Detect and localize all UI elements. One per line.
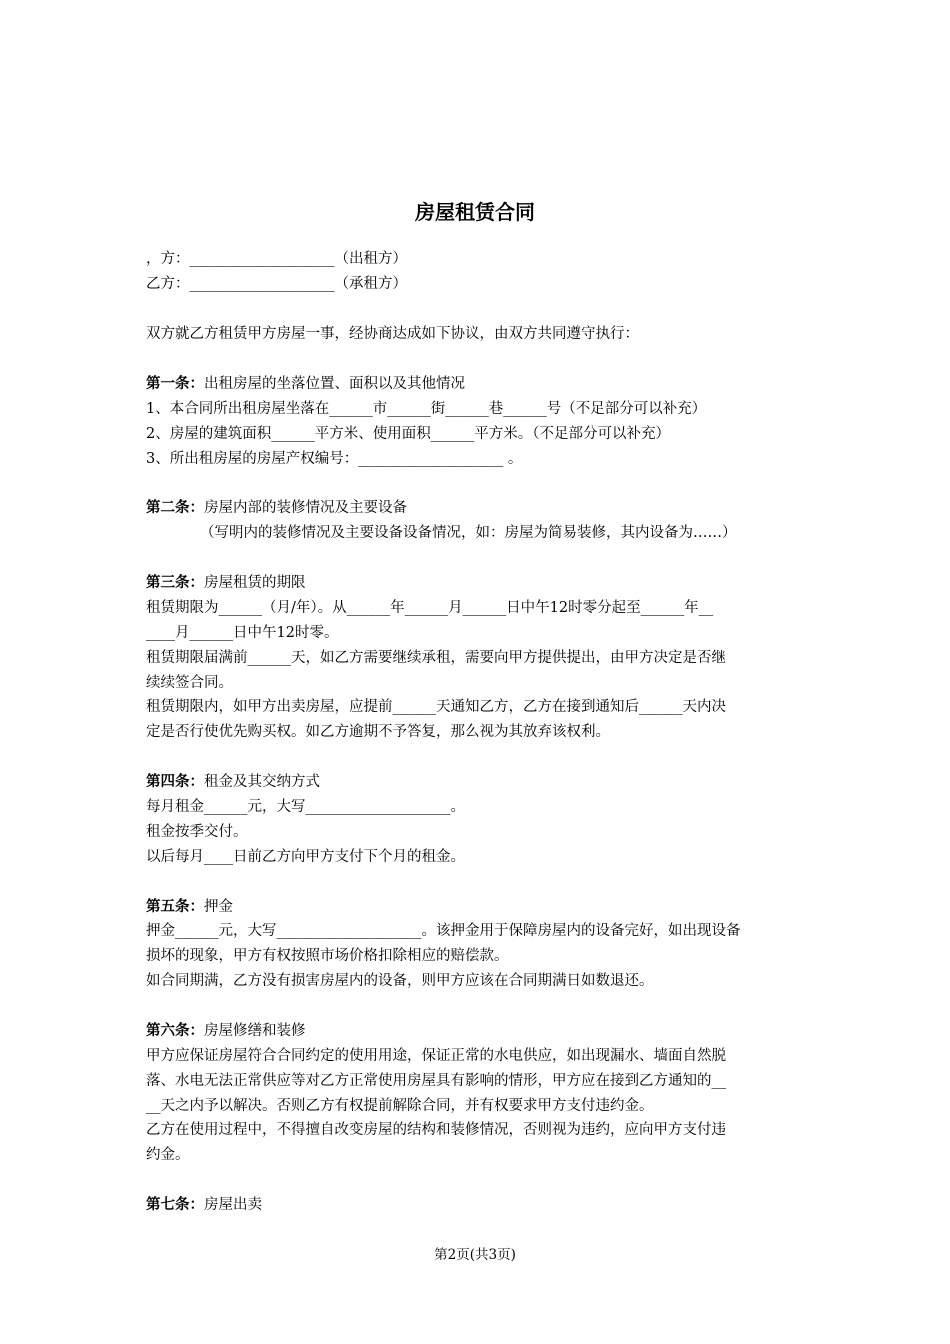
article-3-heading (146, 573, 826, 593)
article-3-label: 第三条： (146, 574, 204, 591)
article-6-line: 乙方在使用过程中，不得擅自改变房屋的结构和装修情况，否则视为违约，应向甲方支付违 (146, 1122, 726, 1138)
article-1-heading (146, 374, 826, 394)
article-3-line: 定是否行使优先购买权。如乙方逾期不予答复，那么视为其放弃该权利。 (146, 724, 610, 740)
article-2-line: （写明内的装修情况及主要设备设备情况，如：房屋为简易装修，其内设备为……） (200, 525, 737, 541)
article-4-line: 租金按季交付。 (146, 824, 248, 840)
article-1-line: 1、本合同所出租房屋坐落在______市______街______巷______号（不足部分可以补充） (146, 401, 707, 417)
page-number-footer: 第2页(共3页) (434, 1247, 516, 1263)
article-7-label: 第七条： (146, 1196, 204, 1213)
article-5-title: 押金 (204, 899, 233, 915)
article-1-title: 出租房屋的坐落位置、面积以及其他情况 (204, 376, 465, 392)
article-5-line: 押金______元，大写____________________。该押金用于保障房屋内的设备完好，如出现设备 (146, 923, 741, 939)
article-7-heading (146, 1195, 826, 1215)
article-4-label: 第四条： (146, 773, 204, 790)
article-2-heading (146, 498, 826, 518)
article-6-line: 甲方应保证房屋符合合同约定的使用用途，保证正常的水电供应，如出现漏水、墙面自然脱 (146, 1048, 726, 1064)
article-2-title: 房屋内部的装修情况及主要设备 (204, 500, 407, 516)
article-1-label: 第一条： (146, 375, 204, 392)
article-5-line: 损坏的现象，甲方有权按照市场价格扣除相应的赔偿款。 (146, 948, 509, 964)
article-5-line: 如合同期满，乙方没有损害房屋内的设备，则甲方应该在合同期满日如数退还。 (146, 973, 654, 989)
article-6-line: __天之内予以解决。否则乙方有权提前解除合同，并有权要求甲方支付违约金。 (146, 1098, 654, 1114)
article-5-label: 第五条： (146, 898, 204, 915)
article-1-line: 2、房屋的建筑面积______平方米、使用面积______平方米。（不足部分可以补充） (146, 426, 670, 442)
article-6-title: 房屋修缮和装修 (204, 1023, 306, 1039)
article-6-line: 约金。 (146, 1147, 190, 1163)
article-4-line: 以后每月____日前乙方向甲方支付下个月的租金。 (146, 849, 465, 865)
article-5-heading (146, 897, 826, 917)
article-1-line: 3、所出租房屋的房屋产权编号：____________________ 。 (146, 451, 523, 467)
article-6-line: 落、水电无法正常供应等对乙方正常使用房屋具有影响的情形，甲方应在接到乙方通知的__ (146, 1073, 726, 1089)
contract-title: 房屋租赁合同 (415, 200, 535, 224)
article-3-line: 续续签合同。 (146, 675, 233, 691)
article-2-label: 第二条： (146, 499, 204, 516)
article-3-line: 租赁期限届满前______天，如乙方需要继续承租，需要向甲方提供提出，由甲方决定是否继 (146, 650, 726, 666)
article-3-line: 租赁期限为______（月/年）。从______年______月______日中午12时零分起至______年__ (146, 600, 714, 616)
article-3-line: 租赁期限内，如甲方出卖房屋，应提前______天通知乙方，乙方在接到通知后______天内决 (146, 699, 726, 715)
article-7-title: 房屋出卖 (204, 1197, 262, 1213)
intro-paragraph: 双方就乙方租赁甲方房屋一事，经协商达成如下协议，由双方共同遵守执行： (146, 326, 639, 342)
article-4-heading (146, 772, 826, 792)
article-6-heading (146, 1021, 826, 1041)
article-6-label: 第六条： (146, 1022, 204, 1039)
article-3-title: 房屋租赁的期限 (204, 575, 306, 591)
party-a-line: ，方：____________________（出租方） (146, 251, 407, 267)
party-b-line: 乙方：____________________（承租方） (146, 276, 407, 292)
article-3-line: ____月______日中午12时零。 (146, 625, 339, 641)
article-4-title: 租金及其交纳方式 (204, 774, 320, 790)
article-4-line: 每月租金______元，大写____________________。 (146, 799, 465, 815)
